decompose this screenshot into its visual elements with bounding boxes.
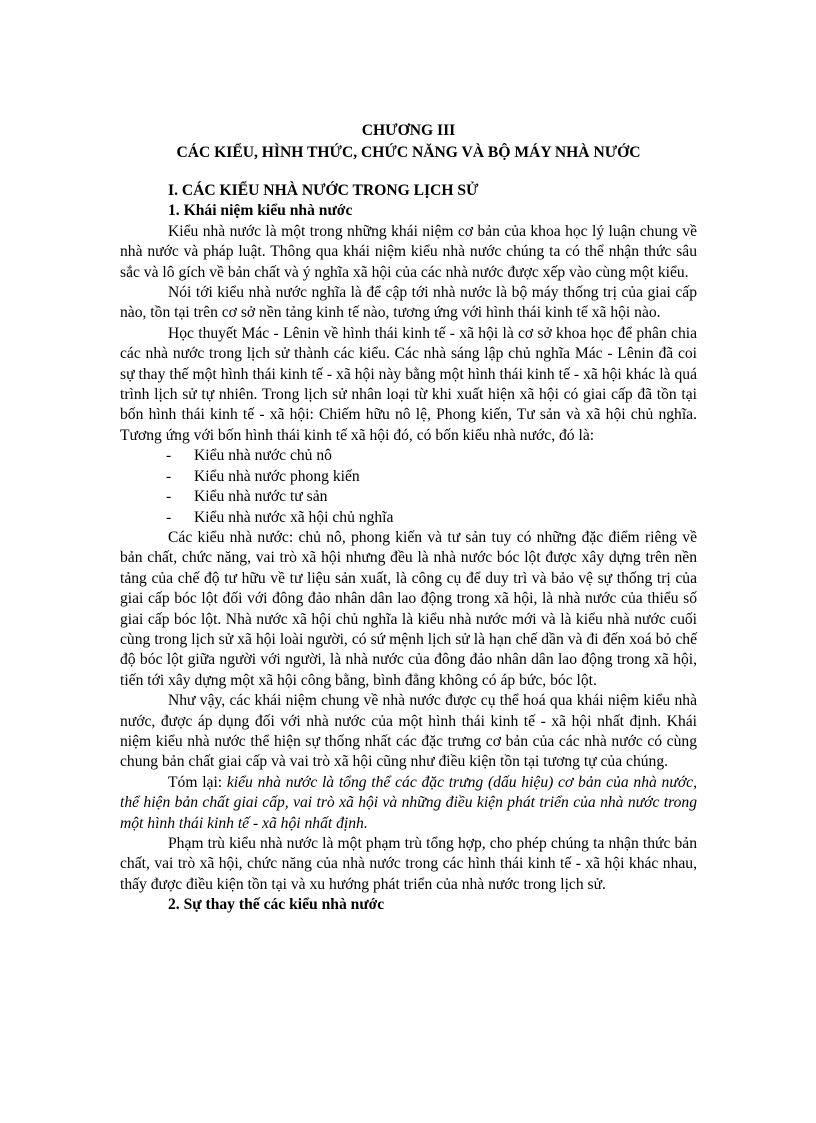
paragraph: Nói tới kiểu nhà nước nghĩa là để cập tới nhà nước là bộ máy thống trị của giai cấp nào, tồn tại trên cơ sở nền tảng kinh tế nào, tương ứng với hình thái kinh tế xã hội nào.: [120, 284, 697, 322]
paragraph: Các kiểu nhà nước: chủ nô, phong kiến và tư sản tuy có những đặc điểm riêng về bản chất, chức năng, vai trò xã hội nhưng đều là nhà nước bóc lột được xây dựng trên nền tảng của chế độ tư hữu về tư liệu sản xuất, là công cụ để duy trì và bảo vệ sự thống trị của giai cấp bóc lột đối với đông đảo nhân dân lao động trong xã hội, là nhà nước của thiểu số giai cấp bóc lột. Nhà nước xã hội chủ nghĩa là kiểu nhà nước mới và là kiểu nhà nước cuối cùng trong lịch sử xã hội loài người, có sứ mệnh lịch sử là hạn chế dần và đi đến xoá bỏ chế độ bóc lột giữa người với người, là nhà nước của đông đảo nhân dân lao động trong xã hội, tiến tới xây dựng một xã hội công bằng, bình đẳng không có áp bức, bóc lột.: [120, 528, 697, 689]
list-item: [120, 508, 697, 528]
chapter-title: CÁC KIỂU, HÌNH THỨC, CHỨC NĂNG VÀ BỘ MÁY NHÀ NƯỚC: [176, 144, 641, 161]
subsection-heading: 1. Khái niệm kiểu nhà nước: [168, 202, 353, 220]
list-item: [120, 446, 697, 466]
subsection-heading: 2. Sự thay thế các kiểu nhà nước: [168, 896, 385, 914]
list-item: [120, 467, 697, 487]
state-types-list: [120, 446, 697, 528]
paragraph: Phạm trù kiểu nhà nước là một phạm trù tổng hợp, cho phép chúng ta nhận thức bản chất, vai trò xã hội, chức năng của nhà nước trong các hình thái kinh tế - xã hội khác nhau, thấy được điều kiện tồn tại và xu hướng phát triển của nhà nước trong lịch sử.: [120, 835, 697, 893]
paragraph: Học thuyết Mác - Lênin về hình thái kinh tế - xã hội là cơ sở khoa học để phân chia các nhà nước trong lịch sử thành các kiểu. Các nhà sáng lập chủ nghĩa Mác - Lênin đã coi sự thay thế một hình thái kinh tế - xã hội này bằng một hình thái kinh tế - xã hội khác là quá trình lịch sử tự nhiên. Trong lịch sử nhân loại từ khi xuất hiện xã hội có giai cấp đã tồn tại bốn hình thái kinh tế - xã hội: Chiếm hữu nô lệ, Phong kiến, Tư sản và xã hội chủ nghĩa. Tương ứng với bốn hình thái kinh tế xã hội đó, có bốn kiểu nhà nước, đó là:: [120, 324, 697, 444]
list-item-text: Kiểu nhà nước chủ nô: [194, 447, 332, 465]
paragraph: Như vậy, các khái niệm chung về nhà nước được cụ thể hoá qua khái niệm kiểu nhà nước, được áp dụng đối với nhà nước của một hình thái kinh tế - xã hội nhất định. Khái niệm kiểu nhà nước thể hiện sự thống nhất các đặc trưng cơ bản của các nhà nước có cùng chung bản chất giai cấp và vai trò xã hội cũng như điều kiện tồn tại tương tự của chúng.: [120, 692, 697, 771]
summary-definition: kiểu nhà nước là tổng thể các đặc trưng (dấu hiệu) cơ bản của nhà nước, thể hiện bản chất giai cấp, vai trò xã hội và những điều kiện phát triển của nhà nước trong một hình thái kinh tế - xã hội nhất định.: [120, 773, 697, 832]
summary-paragraph: [120, 773, 697, 834]
list-dash: -: [166, 467, 172, 485]
summary-lead: Tóm lại:: [168, 773, 227, 791]
list-dash: -: [166, 508, 172, 526]
chapter-number: CHƯƠNG III: [361, 122, 456, 139]
list-item-text: Kiểu nhà nước phong kiến: [194, 467, 360, 485]
list-item: [120, 487, 697, 507]
list-dash: -: [166, 447, 172, 465]
section-heading: I. CÁC KIỂU NHÀ NƯỚC TRONG LỊCH SỬ: [168, 182, 479, 199]
list-dash: -: [166, 488, 172, 506]
list-item-text: Kiểu nhà nước tư sản: [194, 488, 328, 506]
document-page: [120, 120, 697, 916]
list-item-text: Kiểu nhà nước xã hội chủ nghĩa: [194, 508, 394, 526]
paragraph: Kiểu nhà nước là một trong những khái niệm cơ bản của khoa học lý luận chung về nhà nước và pháp luật. Thông qua khái niệm kiểu nhà nước chúng ta có thể nhận thức sâu sắc và lô gích về bản chất và ý nghĩa xã hội của các nhà nước được xếp vào cùng một kiểu.: [120, 222, 697, 281]
